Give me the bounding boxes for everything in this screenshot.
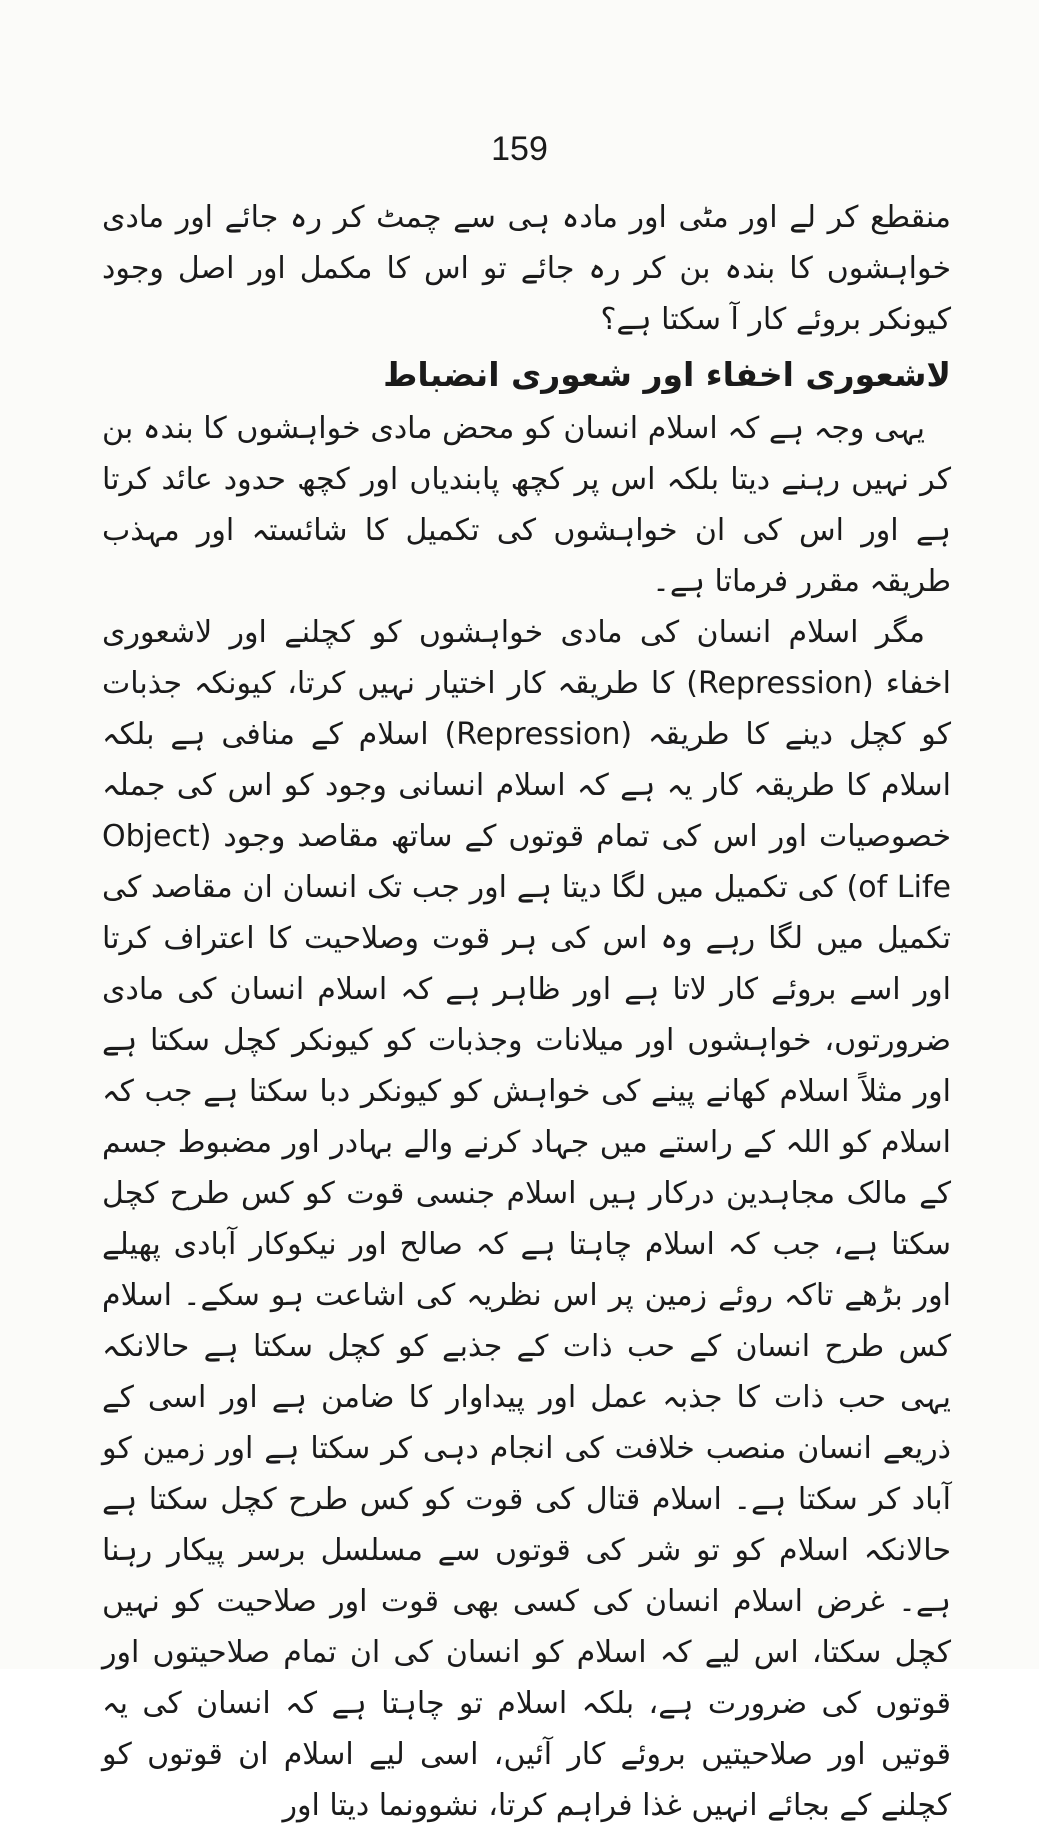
page-number: 159 bbox=[491, 130, 548, 168]
paragraph: مگر اسلام انسان کی مادی خواہشوں کو کچلنے اور لاشعوری اخفاء (Repression) کا طریقہ کار اختیار نہیں کرتا، کیونکہ جذبات کو کچل دینے کا طریقہ (Repression) اسلام کے منافی ہے بلکہ اسلام کا طریقہ کار یہ ہے کہ اسلام انسانی وجود کو اس کی جملہ خصوصیات اور اس کی تمام قوتوں کے ساتھ مقاصد وجود (Object of Life) کی تکمیل میں لگا دیتا ہے اور جب تک انسان ان مقاصد کی تکمیل میں لگا رہے وہ اس کی ہر قوت وصلاحیت کا اعتراف کرتا اور اسے بروئے کار لاتا ہے اور ظاہر ہے کہ اسلام انسان کی مادی ضرورتوں، خواہشوں اور میلانات وجذبات کو کیونکر کچل سکتا ہے اور مثلاً اسلام کھانے پینے کی خواہش کو کیونکر دبا سکتا ہے جب کہ اسلام کو اللہ کے راستے میں جہاد کرنے والے بہادر اور مضبوط جسم کے مالک مجاہدین درکار ہیں اسلام جنسی قوت کو کس طرح کچل سکتا ہے، جب کہ اسلام چاہتا ہے کہ صالح اور نیکوکار آبادی پھیلے اور بڑھے تاکہ روئے زمین پر اس نظریہ کی اشاعت ہو سکے۔ اسلام کس طرح انسان کے حب ذات کے جذبے کو کچل سکتا ہے حالانکہ یہی حب ذات کا جذبہ عمل اور پیداوار کا ضامن ہے اور اسی کے ذریعے انسان منصب خلافت کی انجام دہی کر سکتا ہے اور زمین کو آباد کر سکتا ہے۔ اسلام قتال کی قوت کو کس طرح کچل سکتا ہے حالانکہ اسلام کو تو شر کی قوتوں سے مسلسل برسر پیکار رہنا ہے۔ غرض اسلام انسان کی کسی بھی قوت اور صلاحیت کو نہیں کچل سکتا، اس لیے کہ اسلام کو انسان کی ان تمام صلاحیتوں اور قوتوں کی ضرورت ہے، بلکہ اسلام تو چاہتا ہے کہ انسان کی یہ قوتیں اور صلاحیتیں بروئے کار آئیں، اسی لیے اسلام ان قوتوں کو کچلنے کے بجائے انہیں غذا فراہم کرتا، نشوونما دیتا اور bbox=[102, 615, 952, 1823]
page-body bbox=[102, 192, 951, 1831]
section-heading: لاشعوری اخفاء اور شعوری انضباط bbox=[383, 355, 951, 394]
paragraph: یہی وجہ ہے کہ اسلام انسان کو محض مادی خواہشوں کا بندہ بن کر نہیں رہنے دیتا بلکہ اس پر کچھ پابندیاں اور کچھ حدود عائد کرتا ہے اور اس کی ان خواہشوں کی تکمیل کا شائستہ اور مہذب طریقہ مقرر فرماتا ہے۔ bbox=[102, 411, 951, 599]
paragraph-continuation: منقطع کر لے اور مٹی اور مادہ ہی سے چمٹ کر رہ جائے اور مادی خواہشوں کا بندہ بن کر رہ جائے تو اس کا مکمل اور اصل وجود کیونکر بروئے کار آ سکتا ہے؟ bbox=[102, 200, 951, 337]
